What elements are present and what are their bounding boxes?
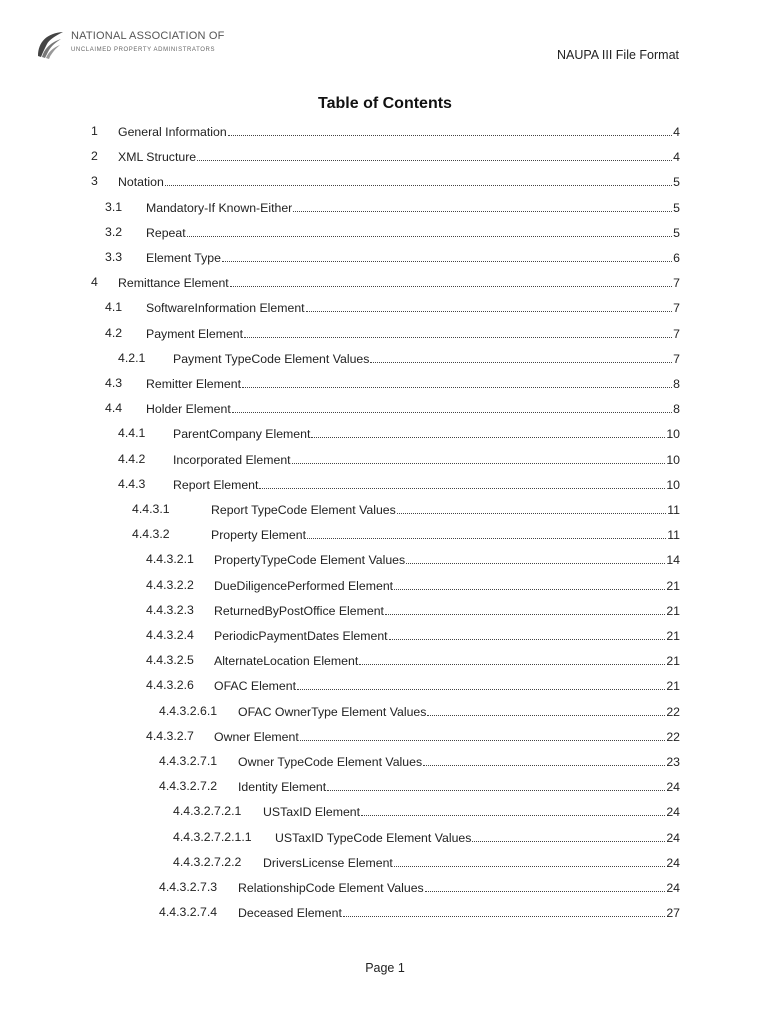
toc-entry-page: 4 (673, 125, 680, 139)
toc-dot-leader (244, 326, 672, 338)
toc-entry-page: 7 (673, 301, 680, 316)
toc-entry[interactable] (159, 754, 680, 772)
toc-dot-leader (259, 477, 665, 489)
toc-entry-page: 22 (666, 704, 680, 719)
toc-dot-leader (406, 552, 665, 564)
toc-entry-number: 4.4.3.2.2 (146, 577, 194, 592)
toc-entry-number: 4.4.2 (118, 451, 146, 466)
toc-dot-leader (187, 225, 673, 237)
toc-entry[interactable] (146, 578, 680, 596)
toc-entry-number: 4.3 (105, 376, 123, 390)
toc-dot-leader (293, 200, 672, 212)
toc-dot-leader (230, 275, 672, 287)
toc-title: Table of Contents (318, 95, 452, 112)
toc-entry[interactable] (146, 603, 680, 621)
toc-entry-page: 8 (673, 377, 680, 391)
toc-entry-label: Remittance Element (118, 276, 229, 291)
toc-entry-label: Identity Element (238, 780, 327, 795)
toc-entry-label: USTaxID Element (263, 805, 361, 820)
toc-entry[interactable] (118, 452, 680, 470)
toc-entry[interactable] (105, 250, 680, 268)
toc-entry-label: OFAC Element (214, 679, 297, 694)
toc-dot-leader (397, 502, 666, 514)
toc-entry-number: 3.2 (105, 224, 123, 239)
toc-entry-number: 4.4.3.2.7.2.1 (173, 804, 242, 819)
toc-entry-number: 4.4.3.2.6 (146, 678, 194, 693)
toc-entry-label: SoftwareInformation Element (146, 301, 305, 316)
toc-entry-label: PropertyTypeCode Element Values (214, 553, 406, 568)
toc-entry-page: 10 (666, 452, 680, 467)
toc-entry-label: Property Element (211, 528, 307, 543)
toc-entry-number: 4.2.1 (118, 350, 146, 365)
toc-entry[interactable] (146, 552, 680, 570)
toc-entry-page: 21 (666, 603, 680, 618)
toc-dot-leader (307, 527, 666, 539)
toc-entry[interactable] (91, 174, 680, 192)
toc-dot-leader (242, 376, 672, 388)
toc-dot-leader (361, 804, 665, 816)
toc-entry-label: Element Type (146, 251, 221, 265)
toc-dot-leader (423, 754, 665, 766)
toc-entry-page: 24 (666, 805, 680, 820)
toc-entry[interactable] (146, 678, 680, 696)
toc-entry-number: 4.4.3.2.7.1 (159, 754, 218, 768)
toc-entry-page: 7 (673, 351, 680, 366)
toc-entry[interactable] (146, 653, 680, 671)
toc-entry[interactable] (118, 477, 680, 495)
toc-entry-label: Notation (118, 175, 164, 190)
toc-entry-label: USTaxID TypeCode Element Values (275, 830, 472, 845)
toc-dot-leader (359, 653, 665, 665)
toc-dot-leader (394, 855, 665, 867)
toc-entry-label: Owner TypeCode Element Values (238, 755, 423, 769)
toc-dot-leader (222, 250, 672, 262)
toc-entry-page: 11 (667, 503, 680, 517)
toc-dot-leader (370, 351, 672, 363)
toc-dot-leader (472, 830, 665, 842)
toc-entry-page: 21 (666, 679, 680, 694)
toc-entry[interactable] (159, 905, 680, 923)
toc-entry-number: 4.4.3.2.3 (146, 602, 194, 617)
toc-dot-leader (228, 124, 672, 136)
toc-entry-label: PeriodicPaymentDates Element (214, 629, 388, 643)
toc-entry-label: Deceased Element (238, 906, 342, 921)
toc-entry-label: XML Structure (118, 150, 197, 165)
toc-entry-label: DriversLicense Element (263, 855, 393, 870)
toc-entry-page: 24 (666, 855, 680, 870)
toc-dot-leader (165, 174, 672, 186)
toc-entry[interactable] (159, 704, 680, 722)
toc-entry[interactable] (146, 628, 680, 646)
toc-entry[interactable] (173, 830, 680, 848)
toc-entry-page: 5 (673, 200, 680, 215)
toc-entry[interactable] (105, 300, 680, 318)
toc-entry[interactable] (173, 804, 680, 822)
toc-entry-page: 14 (666, 553, 680, 568)
toc-entry-number: 4.4.3.2.6.1 (159, 703, 218, 718)
toc-entry[interactable] (132, 527, 680, 545)
toc-entry-page: 21 (666, 578, 680, 593)
toc-entry-page: 10 (666, 477, 680, 492)
toc-entry-label: AlternateLocation Element (214, 654, 359, 669)
toc-entry-number: 4.4.3.1 (132, 502, 170, 516)
toc-entry-label: RelationshipCode Element Values (238, 881, 424, 895)
toc-entry[interactable] (159, 779, 680, 797)
toc-dot-leader (197, 149, 672, 161)
toc-entry[interactable] (118, 351, 680, 369)
toc-entry-number: 1 (91, 124, 98, 138)
toc-entry-label: Remitter Element (146, 377, 241, 391)
toc-entry[interactable] (118, 426, 680, 444)
toc-dot-leader (394, 578, 665, 590)
toc-entry-number: 4.4 (105, 401, 123, 416)
toc-entry-number: 4.4.3.2.7.4 (159, 905, 218, 920)
toc-entry-label: DueDiligencePerformed Element (214, 578, 394, 593)
toc-entry[interactable] (105, 225, 680, 243)
org-name-line1: NATIONAL ASSOCIATION OF (71, 30, 225, 42)
toc-entry-number: 2 (91, 149, 98, 164)
toc-dot-leader (343, 905, 665, 917)
toc-entry-page: 22 (666, 729, 680, 744)
toc-entry-label: Payment TypeCode Element Values (173, 351, 370, 366)
toc-dot-leader (311, 426, 665, 438)
toc-entry-label: ParentCompany Element (173, 427, 311, 442)
toc-entry-label: General Information (118, 125, 227, 139)
toc-entry[interactable] (146, 729, 680, 747)
toc-entry-label: Payment Element (146, 326, 244, 341)
toc-entry-number: 4.4.1 (118, 426, 146, 441)
toc-entry[interactable] (105, 376, 680, 394)
toc-entry[interactable] (132, 502, 680, 520)
toc-dot-leader (306, 300, 673, 312)
toc-entry-page: 21 (666, 629, 680, 643)
toc-entry-page: 21 (666, 654, 680, 669)
toc-entry-page: 6 (673, 251, 680, 265)
toc-entry-page: 8 (673, 402, 680, 417)
toc-entry-page: 27 (666, 906, 680, 921)
toc-entry-label: Repeat (146, 225, 186, 240)
toc-entry-page: 24 (666, 881, 680, 895)
toc-entry-number: 3 (91, 174, 98, 189)
toc-entry[interactable] (173, 855, 680, 873)
toc-entry-number: 3.3 (105, 250, 123, 264)
wing-logo-icon (35, 30, 67, 60)
toc-entry[interactable] (159, 880, 680, 898)
page-number: Page 1 (365, 961, 405, 975)
toc-entry-page: 23 (666, 755, 680, 769)
toc-entry-number: 3.1 (105, 199, 123, 214)
toc-entry-label: Owner Element (214, 729, 299, 744)
document-header-title: NAUPA III File Format (556, 48, 679, 62)
toc-entry-page: 24 (666, 780, 680, 795)
toc-entry-number: 4.4.3.2.5 (146, 653, 194, 668)
toc-entry-label: Incorporated Element (173, 452, 291, 467)
toc-entry-page: 11 (667, 528, 680, 543)
toc-dot-leader (232, 401, 672, 413)
toc-entry-number: 4.4.3.2.4 (146, 628, 194, 642)
toc-dot-leader (389, 628, 666, 640)
toc-entry-number: 4.4.3.2.7.2 (159, 779, 218, 794)
toc-entry-number: 4.4.3.2.7.2.1.1 (173, 829, 252, 844)
toc-entry-number: 4.4.3.2.7.3 (159, 880, 218, 894)
toc-entry-page: 7 (673, 326, 680, 341)
org-name-line2: UNCLAIMED PROPERTY ADMINISTRATORS (71, 47, 216, 53)
toc-entry-number: 4.2 (105, 325, 123, 340)
toc-entry-number: 4.4.3 (118, 476, 146, 491)
toc-entry[interactable] (91, 124, 680, 142)
toc-entry[interactable] (91, 275, 680, 293)
toc-entry[interactable] (91, 149, 680, 167)
toc-entry-label: ReturnedByPostOffice Element (214, 603, 384, 618)
toc-entry-number: 4 (91, 275, 98, 290)
toc-entry-page: 10 (666, 427, 680, 442)
toc-entry-label: Holder Element (146, 402, 231, 417)
toc-dot-leader (327, 779, 665, 791)
toc-entry-number: 4.4.3.2 (132, 527, 170, 542)
toc-entry[interactable] (105, 401, 680, 419)
toc-entry-number: 4.4.3.2.7.2.2 (173, 854, 242, 869)
toc-dot-leader (292, 452, 666, 464)
toc-entry-page: 24 (666, 830, 680, 845)
toc-entry[interactable] (105, 326, 680, 344)
toc-entry-page: 4 (673, 150, 680, 165)
toc-dot-leader (425, 880, 666, 892)
toc-entry-number: 4.4.3.2.1 (146, 552, 194, 567)
toc-dot-leader (427, 704, 665, 716)
org-logo (35, 28, 235, 64)
toc-dot-leader (385, 603, 665, 615)
toc-entry[interactable] (105, 200, 680, 218)
toc-entry-number: 4.4.3.2.7 (146, 728, 194, 743)
toc-dot-leader (297, 678, 665, 690)
toc-entry-label: Mandatory-If Known-Either (146, 200, 293, 215)
toc-entry-number: 4.1 (105, 300, 123, 315)
toc-entry-page: 7 (673, 276, 680, 291)
toc-entry-label: OFAC OwnerType Element Values (238, 704, 427, 719)
toc-entry-page: 5 (673, 175, 680, 190)
toc-dot-leader (300, 729, 666, 741)
toc-entry-label: Report Element (173, 477, 259, 492)
toc-entry-label: Report TypeCode Element Values (211, 503, 396, 517)
toc-entry-page: 5 (673, 225, 680, 240)
